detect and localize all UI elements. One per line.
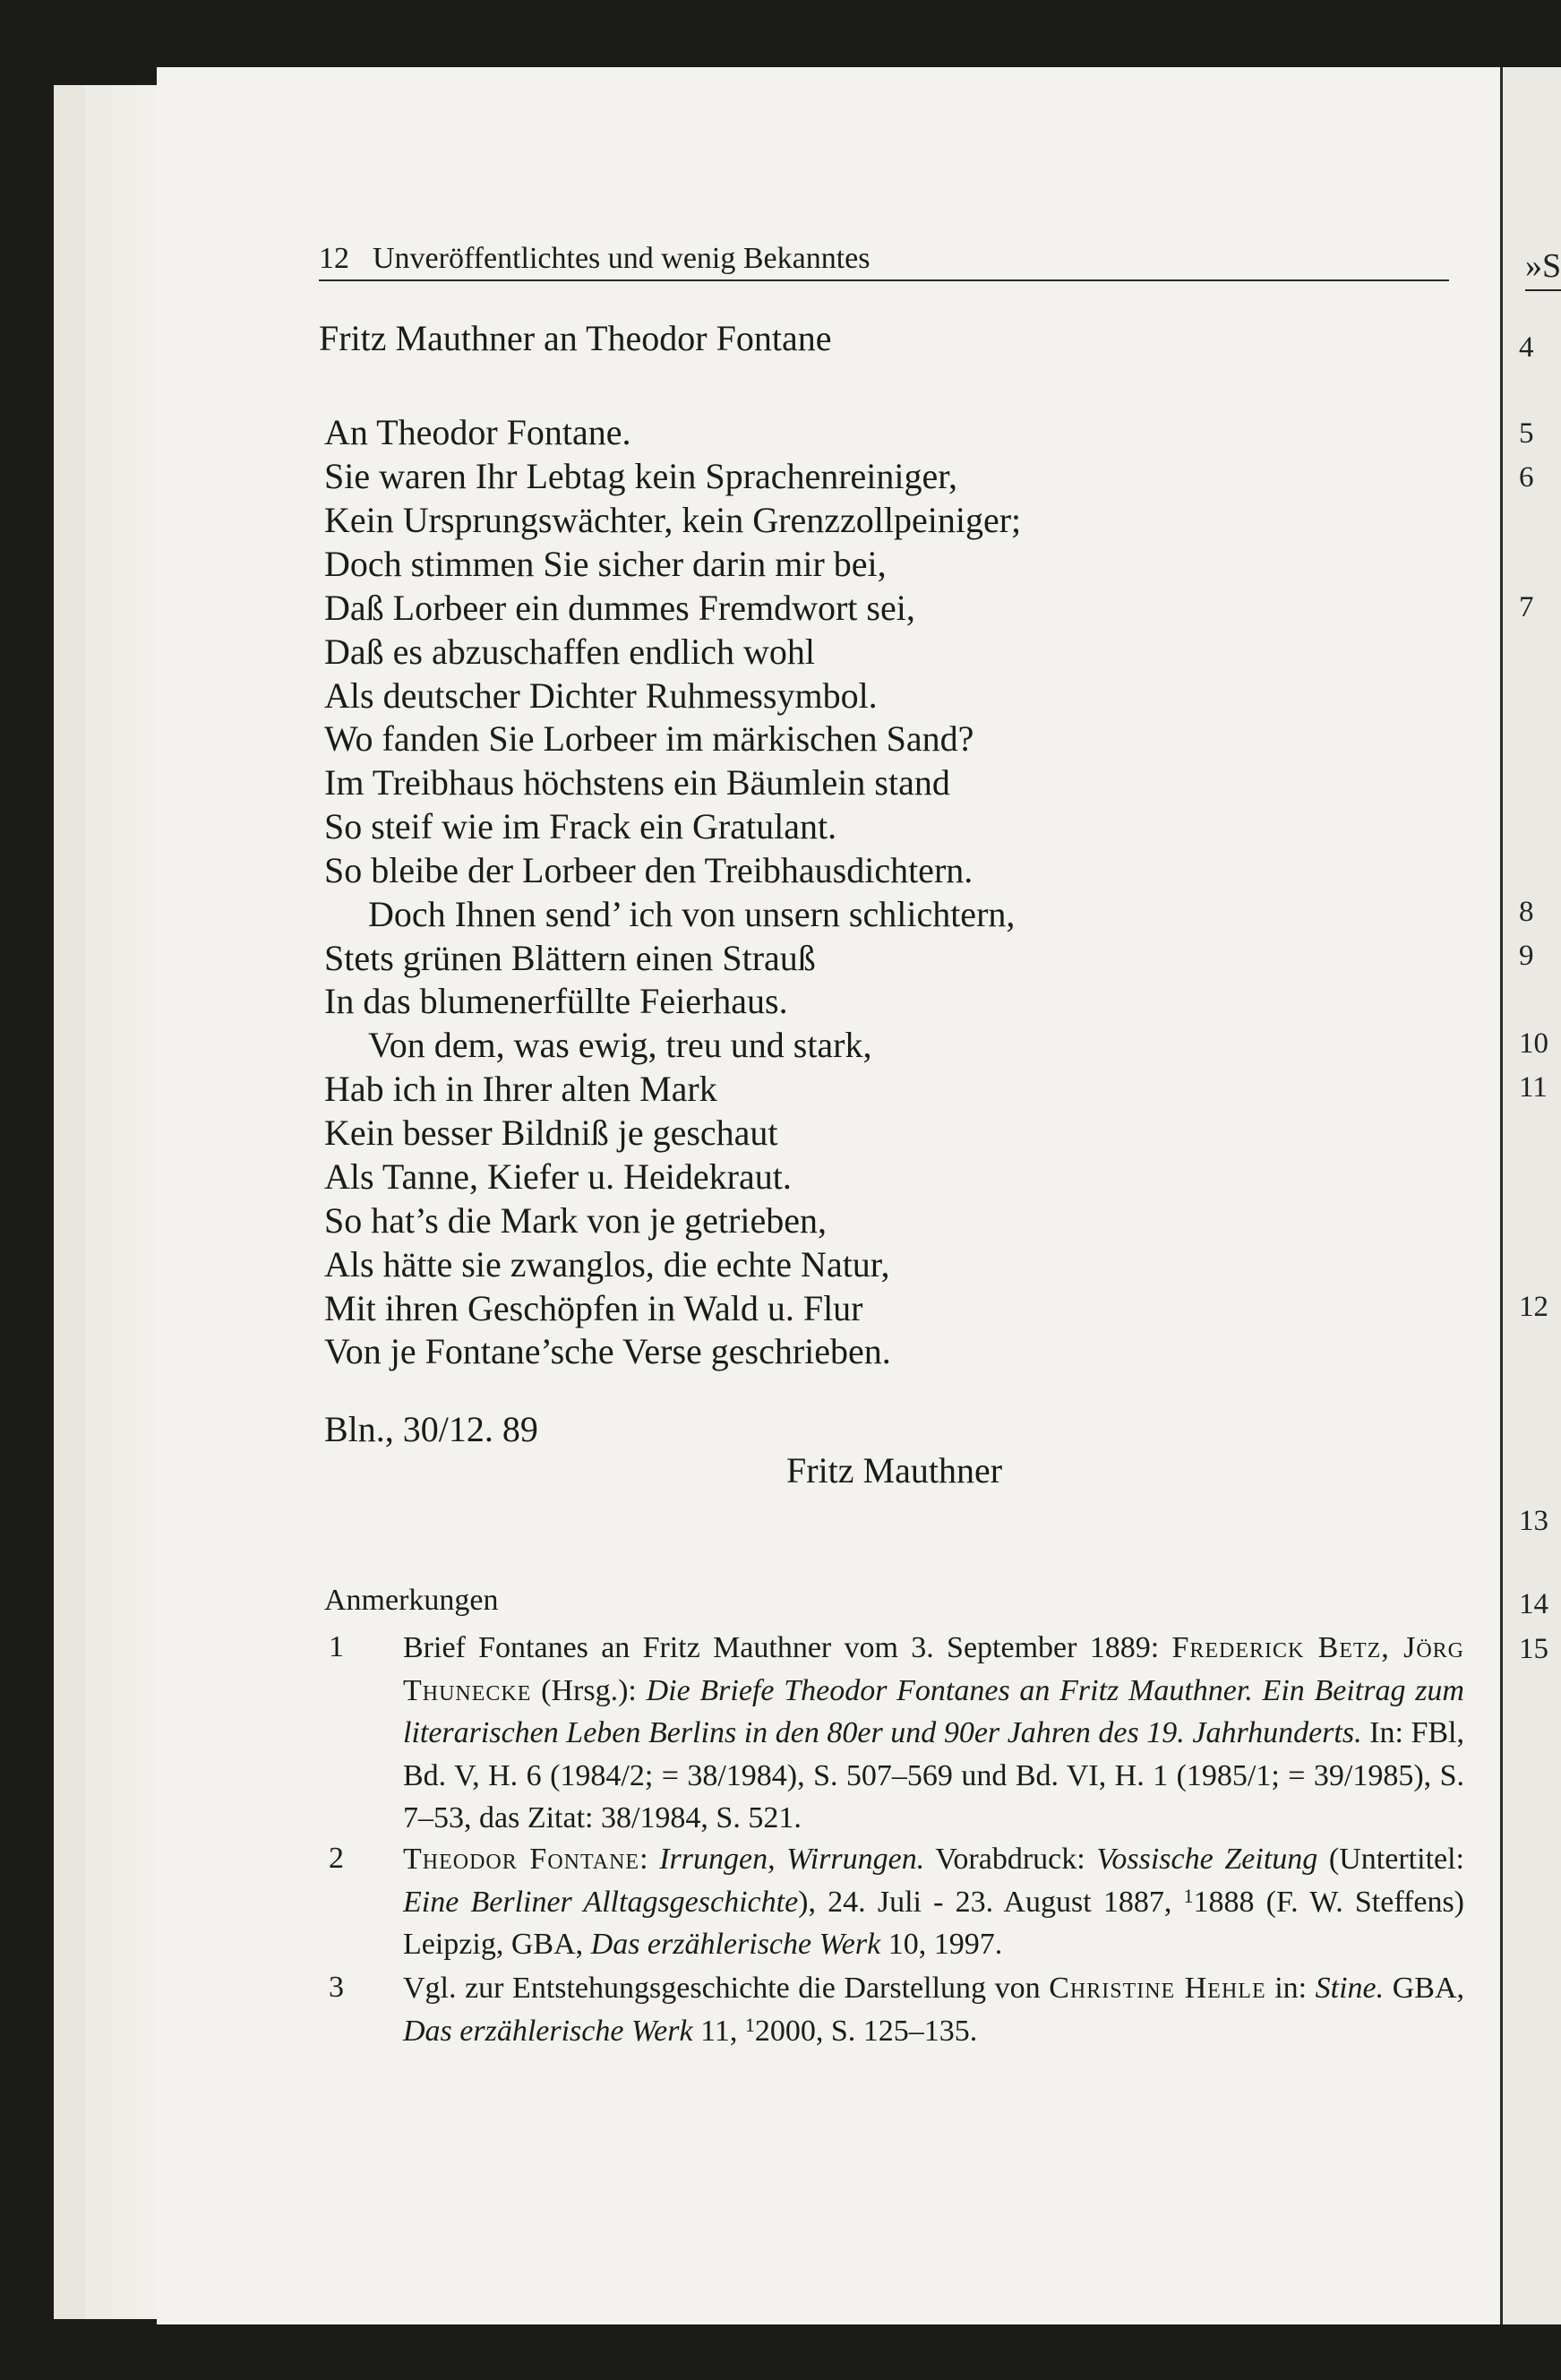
poem-line: Von dem, was ewig, treu und stark, — [368, 1025, 872, 1065]
facing-line-number: 4 — [1519, 331, 1534, 364]
poem-line: So bleibe der Lorbeer den Treibhausdichtern. — [324, 850, 973, 890]
header-rule — [319, 279, 1449, 281]
letter-signature: Fritz Mauthner — [786, 1450, 1003, 1491]
poem-line: Als hätte sie zwanglos, die echte Natur, — [324, 1244, 890, 1285]
section-title: Fritz Mauthner an Theodor Fontane — [319, 318, 832, 358]
poem-line: Stets grünen Blättern einen Strauß — [324, 938, 816, 978]
note-text: Vgl. zur Entstehungsgeschichte die Darstellung von Christine Hehle in: Stine. GBA, Das erzählerische Werk 11, $^1$2000, S. 125–135. — [403, 1972, 1464, 2048]
facing-line-number: 7 — [1519, 591, 1534, 623]
poem-line: Kein Ursprungswächter, kein Grenzzollpeiniger; — [324, 500, 1022, 540]
running-head — [319, 244, 871, 274]
poem-line: Wo fanden Sie Lorbeer im märkischen Sand? — [324, 718, 974, 759]
poem-line: Als deutscher Dichter Ruhmessymbol. — [324, 675, 878, 716]
poem-line: Doch Ihnen send’ ich von unsern schlichtern, — [368, 894, 1016, 934]
facing-line-number: 13 — [1519, 1505, 1548, 1537]
poem-line: Doch stimmen Sie sicher darin mir bei, — [324, 544, 887, 584]
poem-line: So steif wie im Frack ein Gratulant. — [324, 806, 837, 846]
poem-line: Hab ich in Ihrer alten Mark — [324, 1069, 717, 1109]
facing-line-number: 12 — [1519, 1291, 1548, 1323]
note-number: 2 — [329, 1842, 344, 1875]
facing-line-number: 10 — [1519, 1027, 1548, 1060]
facing-line-number: 6 — [1519, 461, 1534, 494]
note-text: Brief Fontanes an Fritz Mauthner vom 3. September 1889: Frederick Betz, Jörg Thunecke (Hrsg.): Die Briefe Theodor Fontanes an Fritz Mauthner. Ein Beitrag zum literarischen Leben Berlins in den 80er und 90er Jahren des 19. Jahrhunderts. In: FBl, Bd. V, H. 6 (1984/2; = 38/1984), S. 507–569 und Bd. VI, H. 1 (1985/1; = 39/1985), S. 7–53, das Zitat: 38/1984, S. 521. — [403, 1631, 1464, 1835]
letter-date: Bln., 30/12. 89 — [324, 1409, 538, 1449]
poem-line: Daß Lorbeer ein dummes Fremdwort sei, — [324, 588, 915, 628]
poem-line: Mit ihren Geschöpfen in Wald u. Flur — [324, 1288, 863, 1328]
facing-line-number: 8 — [1519, 896, 1534, 928]
facing-line-number: 11 — [1519, 1071, 1548, 1104]
note-number: 3 — [329, 1971, 344, 2004]
poem-line: Von je Fontane’sche Verse geschrieben. — [324, 1331, 891, 1371]
poem-line: Als Tanne, Kiefer u. Heidekraut. — [324, 1156, 792, 1197]
facing-line-number: 5 — [1519, 417, 1534, 450]
facing-line-number: 9 — [1519, 940, 1534, 972]
facing-line-number: 15 — [1519, 1633, 1548, 1665]
poem-line: An Theodor Fontane. — [324, 412, 631, 452]
facing-page-running-head: »S — [1525, 246, 1561, 291]
poem-line: In das blumenerfüllte Feierhaus. — [324, 981, 788, 1021]
notes-title: Anmerkungen — [324, 1584, 499, 1617]
page-number: 12 — [319, 242, 349, 275]
facing-page — [1500, 67, 1561, 2324]
poem-line: Sie waren Ihr Lebtag kein Sprachenreiniger, — [324, 456, 957, 496]
note-number: 1 — [329, 1630, 344, 1663]
poem-line: Kein besser Bildniß je geschaut — [324, 1113, 778, 1153]
poem-line: Im Treibhaus höchstens ein Bäumlein stand — [324, 762, 950, 803]
facing-line-number: 14 — [1519, 1588, 1548, 1620]
running-head-title: Unveröffentlichtes und wenig Bekanntes — [373, 242, 871, 275]
poem-line: Daß es abzuschaffen endlich wohl — [324, 632, 815, 672]
poem-line: So hat’s die Mark von je getrieben, — [324, 1200, 827, 1241]
note-text: Theodor Fontane: Irrungen, Wirrungen. Vorabdruck: Vossische Zeitung (Untertitel: Eine Berliner Alltagsgeschichte), 24. Juli - 23. August 1887, $^1$1888 (F. W. Steffens) Leipzig, GBA, Das erzählerische Werk 10, 1997. — [403, 1843, 1464, 1962]
